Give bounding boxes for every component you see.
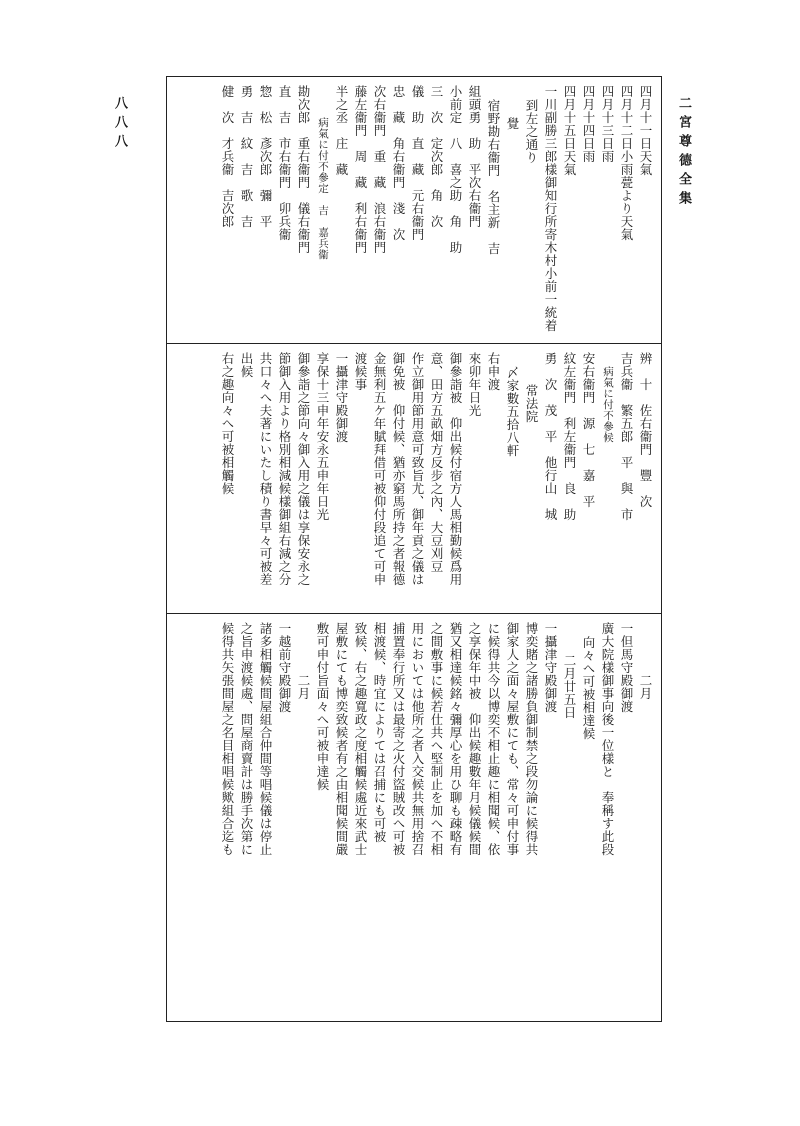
top-tier-line: 勇 吉 紋 吉 歌 吉	[239, 85, 254, 228]
middle-tier-line: 勇 次 茂 平 他行山 城	[543, 352, 558, 521]
middle-tier-line: 一攝津守殿御渡	[334, 352, 349, 443]
middle-tier-line: 吉兵衞 繁五郎 平 與 市	[619, 352, 634, 521]
bottom-tier-line: 猶又相達候銘々彌厚心を用ひ聊も疎略有	[448, 622, 463, 856]
middle-tier-line: 作立御用節用意可致旨尤、御年貢之儀は	[410, 352, 425, 586]
bottom-tier-line: 之旨申渡候處、問屋商賣計は勝手次第に	[239, 622, 254, 856]
top-tier-line: 組頭勇 助 平次右衞門	[467, 85, 482, 228]
middle-tier-line: 節御入用より格別相減候樣御組右減之分	[277, 352, 292, 586]
middle-tier	[167, 343, 661, 613]
top-tier-line: 四月十二日小雨甍より天氣	[619, 85, 634, 241]
middle-tier-line: 病氣に付不參候	[602, 366, 614, 443]
bottom-tier-line: 一越前守殿御渡	[277, 622, 292, 713]
middle-tier-line: 安右衞門 源 七 嘉 平	[581, 352, 596, 508]
bottom-tier-line: 向々へ可被相達候	[581, 636, 596, 740]
running-head-title: 二宮尊德全集	[676, 96, 691, 210]
top-tier-line: 四月十五日天氣	[562, 85, 577, 176]
top-tier-line: 到左之通り	[524, 99, 539, 164]
page-number: 八八八	[112, 96, 127, 153]
top-tier-line: 健 次 才兵衞 吉次郎	[220, 85, 235, 228]
middle-tier-line: 御免被 仰付候、猶亦窮馬所持之者報德	[391, 352, 406, 586]
page-frame	[166, 76, 662, 1022]
bottom-tier	[167, 613, 661, 1021]
top-tier-line: 四月十一日天氣	[638, 85, 653, 176]
top-tier-line: 小前定 八 喜之助 角 助	[448, 85, 463, 254]
top-tier-line: 三 次 定次郎 角 次	[429, 85, 444, 228]
middle-tier-line: 金無利五ケ年賦拜借可被仰付段追て可申	[372, 352, 387, 586]
bottom-tier-line: 諸多相觸候間屋組合仲間等唱候儀は停止	[258, 622, 273, 856]
middle-tier-line: 紋左衞門 利左衞門 良 助	[562, 352, 577, 521]
bottom-tier-line: 御家人之面々屋敷にても、常々可申付事	[505, 622, 520, 856]
bottom-tier-line: 相渡候、時宜によりては召捕にも可被	[372, 622, 387, 843]
bottom-tier-line: 敷可申付旨面々へ可被申達候	[315, 622, 330, 791]
top-tier-line: 儀 助 直 藏 元右衞門	[410, 85, 425, 241]
top-tier-line: 覺	[505, 117, 520, 130]
bottom-tier-line: 之間敷事に候若仕共へ堅制止を加へ不相	[429, 622, 444, 856]
bottom-tier-line: 之享保年中被 仰出候趣數年月候儀候間	[467, 622, 482, 856]
bottom-tier-line: 二月廿五日	[562, 654, 577, 719]
middle-tier-line: 共口々へ夫著にいたし積り書早々可被差	[258, 352, 273, 586]
middle-tier-line: 辨 十 佐右衞門 豐 次	[638, 352, 653, 508]
top-tier-line: 一川副勝三郎樣御知行所寄木村小前一統着	[543, 85, 558, 332]
bottom-tier-line: 屋敷にても博奕致候者有之由相聞候間嚴	[334, 622, 349, 856]
top-tier-line: 惣 松 彥次郎 彌 平	[258, 85, 273, 228]
top-tier	[167, 77, 661, 343]
middle-tier-line: 右申渡	[486, 352, 501, 391]
middle-tier-line: 享保十三申年安永五申年日光	[315, 352, 330, 521]
bottom-tier-line: 捕置奉行所又は最寄之火付盜賊改へ可被	[391, 622, 406, 856]
top-tier-line: 四月十三日雨	[600, 85, 615, 163]
middle-tier-line: 御參詣之節向々御入用之儀は享保安永之	[296, 352, 311, 586]
bottom-tier-line: 廣大院樣御事向後一位樣と 奉稱す此段	[600, 622, 615, 856]
middle-tier-line: 出候	[239, 352, 254, 378]
top-tier-line: 直 吉 市右衞門 卯兵衞	[277, 85, 292, 241]
top-tier-line: 宿野勘右衞門 名主新 吉	[486, 99, 501, 255]
bottom-tier-line: 二月	[296, 674, 311, 700]
bottom-tier-line: 一但馬守殿御渡	[619, 622, 634, 713]
middle-tier-line: 御參詣被 仰出候付宿方人馬相勤候爲用	[448, 352, 463, 586]
bottom-tier-line: 二月	[638, 674, 653, 700]
bottom-tier-line: 博奕賭之諸勝負御制禁之段勿論に候得共	[524, 622, 539, 856]
middle-tier-line: 右之趣向々へ可被相觸候	[220, 352, 235, 495]
top-tier-line: 勘次郎 重右衞門 儀右衞門	[296, 85, 311, 254]
middle-tier-line: 〆家數五拾八軒	[505, 366, 520, 457]
bottom-tier-line: 候得共矢張間屋之名目相唱候歟組合迄も	[220, 622, 235, 856]
bottom-tier-line: に候得共今以博奕不相止趣に相聞候、依	[486, 622, 501, 856]
top-tier-line: 病氣に付不參定 吉 嘉兵衞	[317, 117, 329, 260]
top-tier-line: 四月十四日雨	[581, 85, 596, 163]
top-tier-line: 次右衞門 重 藏 浪右衞門	[372, 85, 387, 254]
top-tier-line: 忠 藏 角右衞門 淺 次	[391, 85, 406, 241]
top-tier-line: 藤左衞門 周 藏 利右衞門	[353, 85, 368, 254]
middle-tier-line: 意、田方五畝畑方反步之內、大豆刈豆	[429, 352, 444, 573]
bottom-tier-line: 一攝津守殿御渡	[543, 622, 558, 713]
middle-tier-line: 常法院	[524, 384, 539, 423]
middle-tier-line: 渡候事	[353, 352, 368, 391]
bottom-tier-line: 用においては他所之者入交候共無用捨召	[410, 622, 425, 856]
top-tier-line: 半之丞 庄 藏	[334, 85, 349, 176]
middle-tier-line: 來卯年日光	[467, 352, 482, 417]
bottom-tier-line: 致候、右之趣寬政之度相觸候處近來武士	[353, 622, 368, 856]
